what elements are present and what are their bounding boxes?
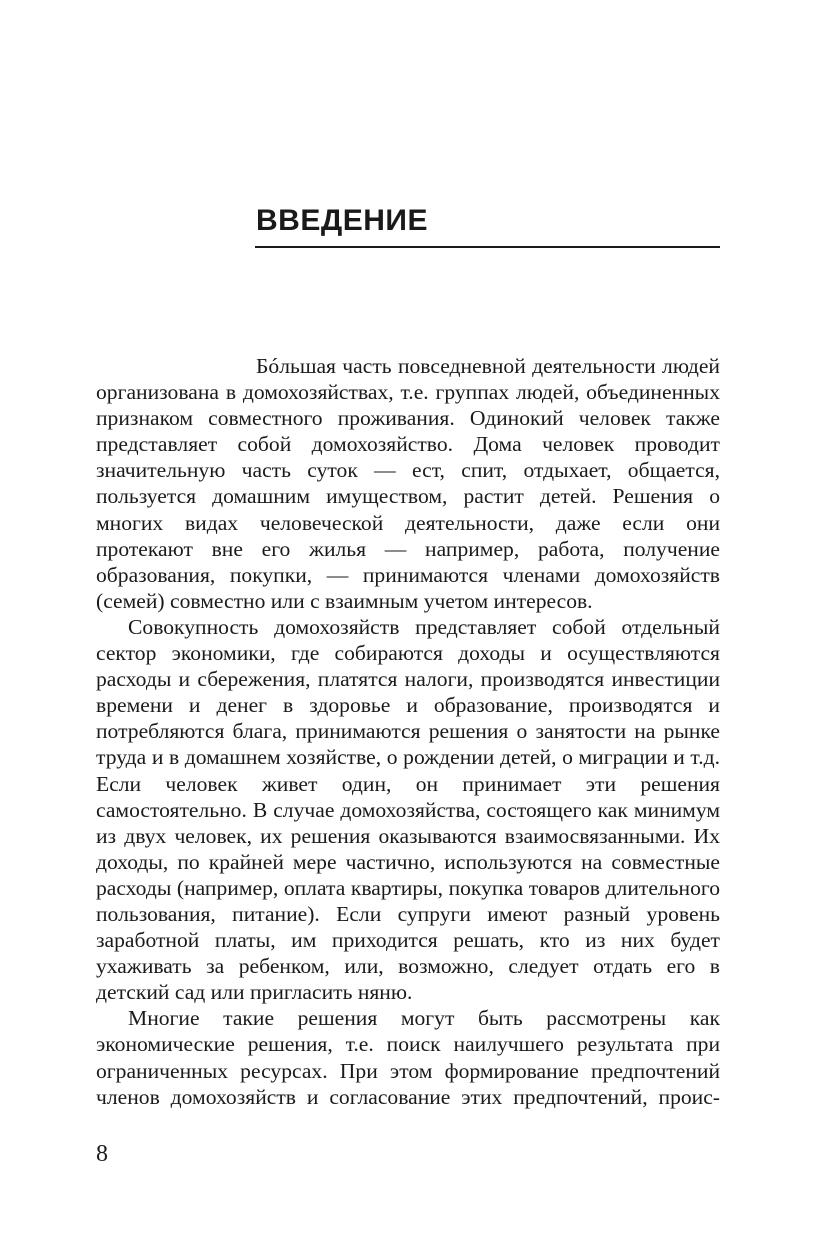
title-underline [255,246,720,248]
chapter-title: ВВЕДЕНИЕ [256,204,428,237]
page-number: 8 [96,1141,108,1167]
body-text [96,353,720,1110]
paragraph: Бóльшая часть повседневной деятельности людей организована в домохозяйствах, т.е. группах людей, объединенных признаком совместного проживания. Одинокий человек также представляет собой домохозяйство. Дома человек проводит значительную часть суток — ест, спит, отдыхает, общается, пользуется домашним имуществом, растит детей. Решения о многих видах человеческой деятельности, даже если они протекают вне его жилья — например, работа, получение образования, покупки, — принимаются членами домохозяйств (семей) совместно или с взаимным учетом интересов. [96,354,720,613]
paragraph: Совокупность домохозяйств представляет собой отдельный сектор экономики, где собираются доходы и осуществляются расходы и сбережения, платятся налоги, производятся инвестиции времени и денег в здоровье и образование, производятся и потребляются блага, принимаются решения о занятости на рынке труда и в домашнем хозяйстве, о рождении детей, о миграции и т.д. Если человек живет один, он принимает эти решения самостоятельно. В случае домохозяйства, состоящего как минимум из двух человек, их решения оказываются взаимосвязанными. Их доходы, по крайней мере частично, используются на совместные расходы (например, оплата квартиры, покупка товаров длительного пользования, питание). Если супруги имеют разный уровень заработной платы, им приходится решать, кто из них будет ухаживать за ребенком, или, возможно, следует отдать его в детский сад или пригласить няню. [96,614,720,1005]
paragraph: Многие такие решения могут быть рассмотрены как экономические решения, т.е. поиск наилучшего результата при ограниченных ресурсах. При этом формирование предпочтений членов домохозяйств и согласование этих предпочтений, проис- [96,1006,720,1109]
